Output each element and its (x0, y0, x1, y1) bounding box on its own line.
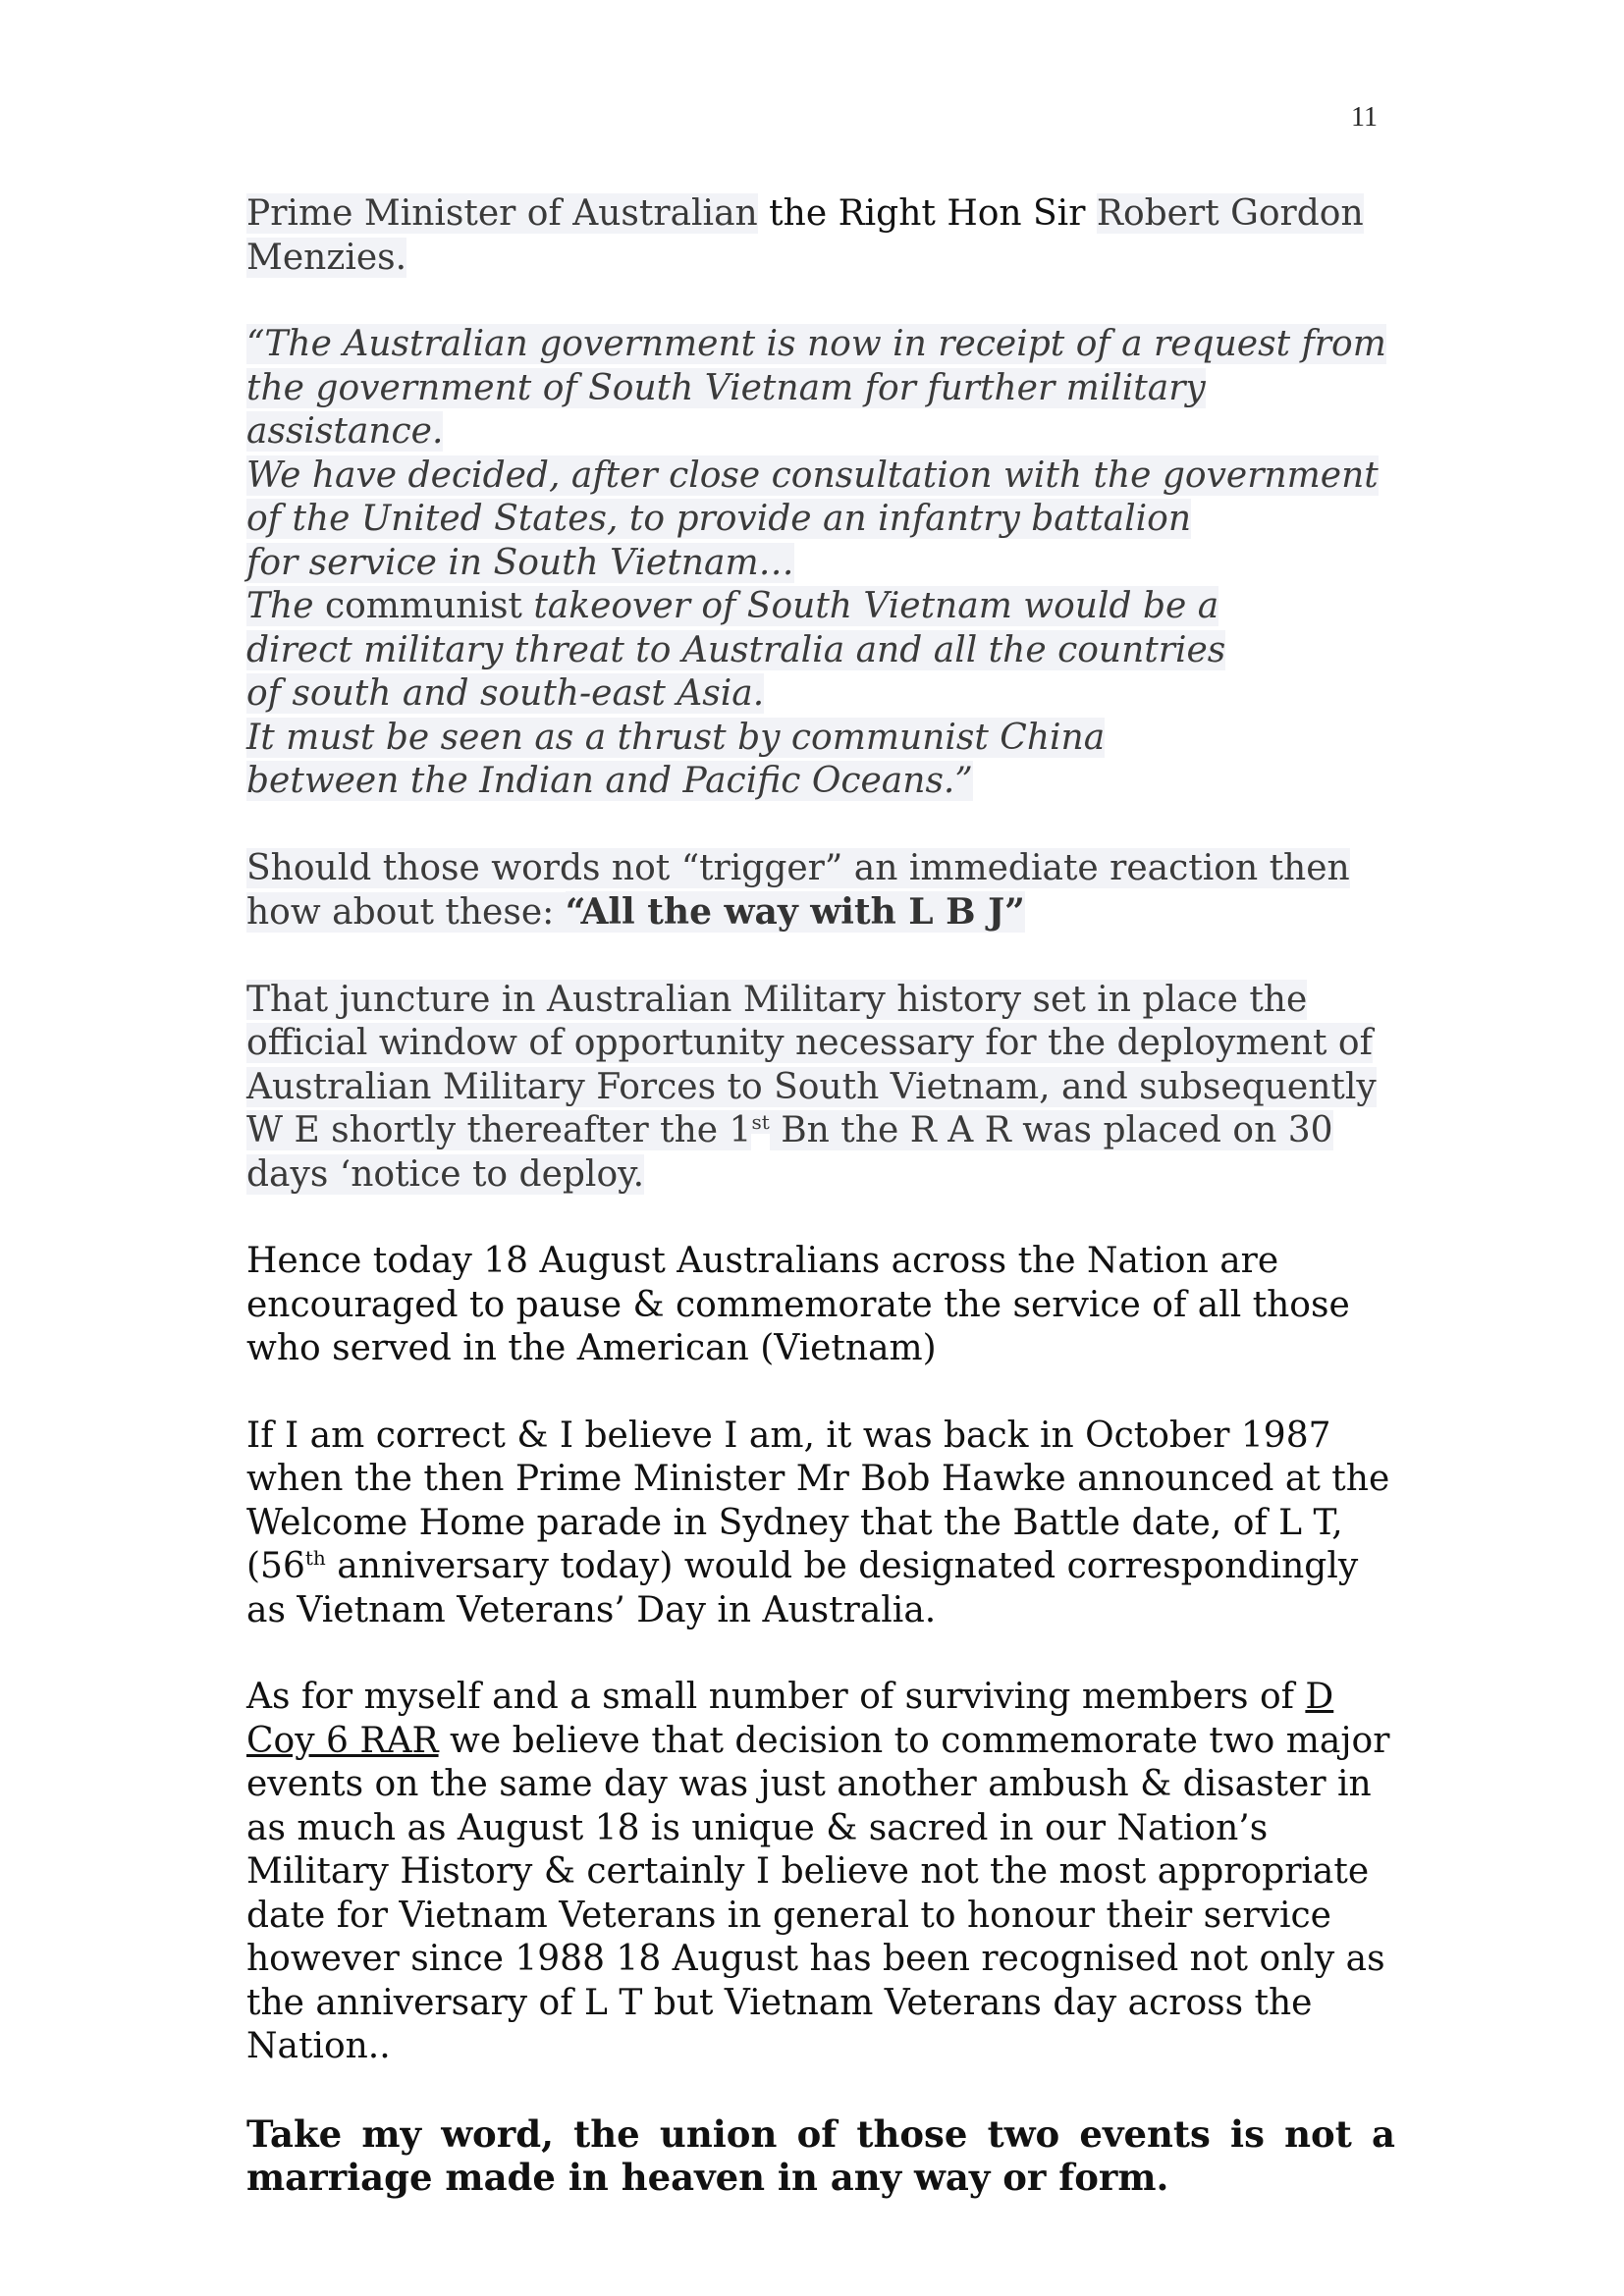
superscript-th: th (304, 1546, 326, 1570)
text-hawke: If I am correct & I believe I am, it was back in October 1987 when the then Prime Minister Mr Bob Hawke announced at the Welcome Home parade in Sydney that the Battle date, of L T, (56 (246, 1415, 1390, 1586)
quote-line: takeover of South Vietnam would be a (521, 586, 1219, 626)
text-d-coy-rest: we believe that decision to commemorate two major events on the same day was just another ambush & disaster in as much as August 18 is unique & sacred in our Nation’s Military History & certainly I believe not the most appropriate date for Vietnam Veterans in general to honour their service however since 1988 18 August has been recognised not only as the anniversary of L T but Vietnam Veterans day across the Nation.. (246, 1720, 1390, 2066)
paragraph-trigger (246, 847, 1395, 935)
menzies-quote (246, 323, 1395, 804)
text-menzies: Robert Gordon Menzies. (246, 193, 1364, 278)
paragraph-hence-today: Hence today 18 August Australians across the Nation are encouraged to pause & commemorate the service of all those who served in the American (Vietnam) (246, 1241, 1350, 1368)
text-lbj: “All the way with L B J” (565, 891, 1025, 933)
quote-line: It must be seen as a thrust by communist China (246, 717, 1106, 758)
quote-line: the government of South Vietnam for further military assistance. (246, 367, 1206, 452)
paragraph-juncture (246, 979, 1395, 1198)
quote-line: between the Indian and Pacific Oceans.” (246, 761, 973, 801)
text-prime-minister: Prime Minister of Australian (246, 193, 758, 234)
text-right-hon: the Right Hon Sir (757, 193, 1097, 234)
superscript-st: st (751, 1110, 770, 1134)
quote-line: of the United States, to provide an infantry battalion (246, 499, 1192, 539)
document-body (246, 192, 1395, 2243)
paragraph-hawke (246, 1415, 1395, 1633)
text-hawke-end: anniversary today) would be designated correspondingly as Vietnam Veterans’ Day in Australia. (246, 1546, 1359, 1630)
quote-line: for service in South Vietnam… (246, 542, 794, 583)
text-juncture: That juncture in Australian Military history set in place the official window of opportunity necessary for the deployment of Australian Military Forces to South Vietnam, and subsequently W E shortly thereafter the 1 (246, 979, 1377, 1150)
text-juncture-end: Bn the R A R was placed on 30 days ‘notice to deploy. (246, 1110, 1333, 1195)
text-d-coy-6-rar: D Coy 6 RAR (246, 1677, 1334, 1761)
quote-line: We have decided, after close consultation with the government (246, 454, 1379, 496)
quote-line: The (246, 586, 325, 626)
paragraph-menzies (246, 192, 1395, 280)
text-d-coy-start: As for myself and a small number of surviving members of (246, 1677, 1306, 1717)
paragraph-take-my-word: Take my word, the union of those two events is not a marriage made in heaven in any way or form. (246, 2111, 1395, 2199)
quote-line: of south and south-east Asia. (246, 673, 765, 714)
page-number: 11 (1351, 102, 1378, 133)
quote-line: direct military threat to Australia and all the countries (246, 629, 1226, 670)
paragraph-d-coy (246, 1676, 1395, 2069)
quote-line: “The Australian government is now in receipt of a request from (246, 324, 1386, 364)
text-trigger: Should those words not “trigger” an immediate reaction then how about these: (246, 847, 1350, 933)
quote-word-communist: communist (324, 586, 522, 626)
